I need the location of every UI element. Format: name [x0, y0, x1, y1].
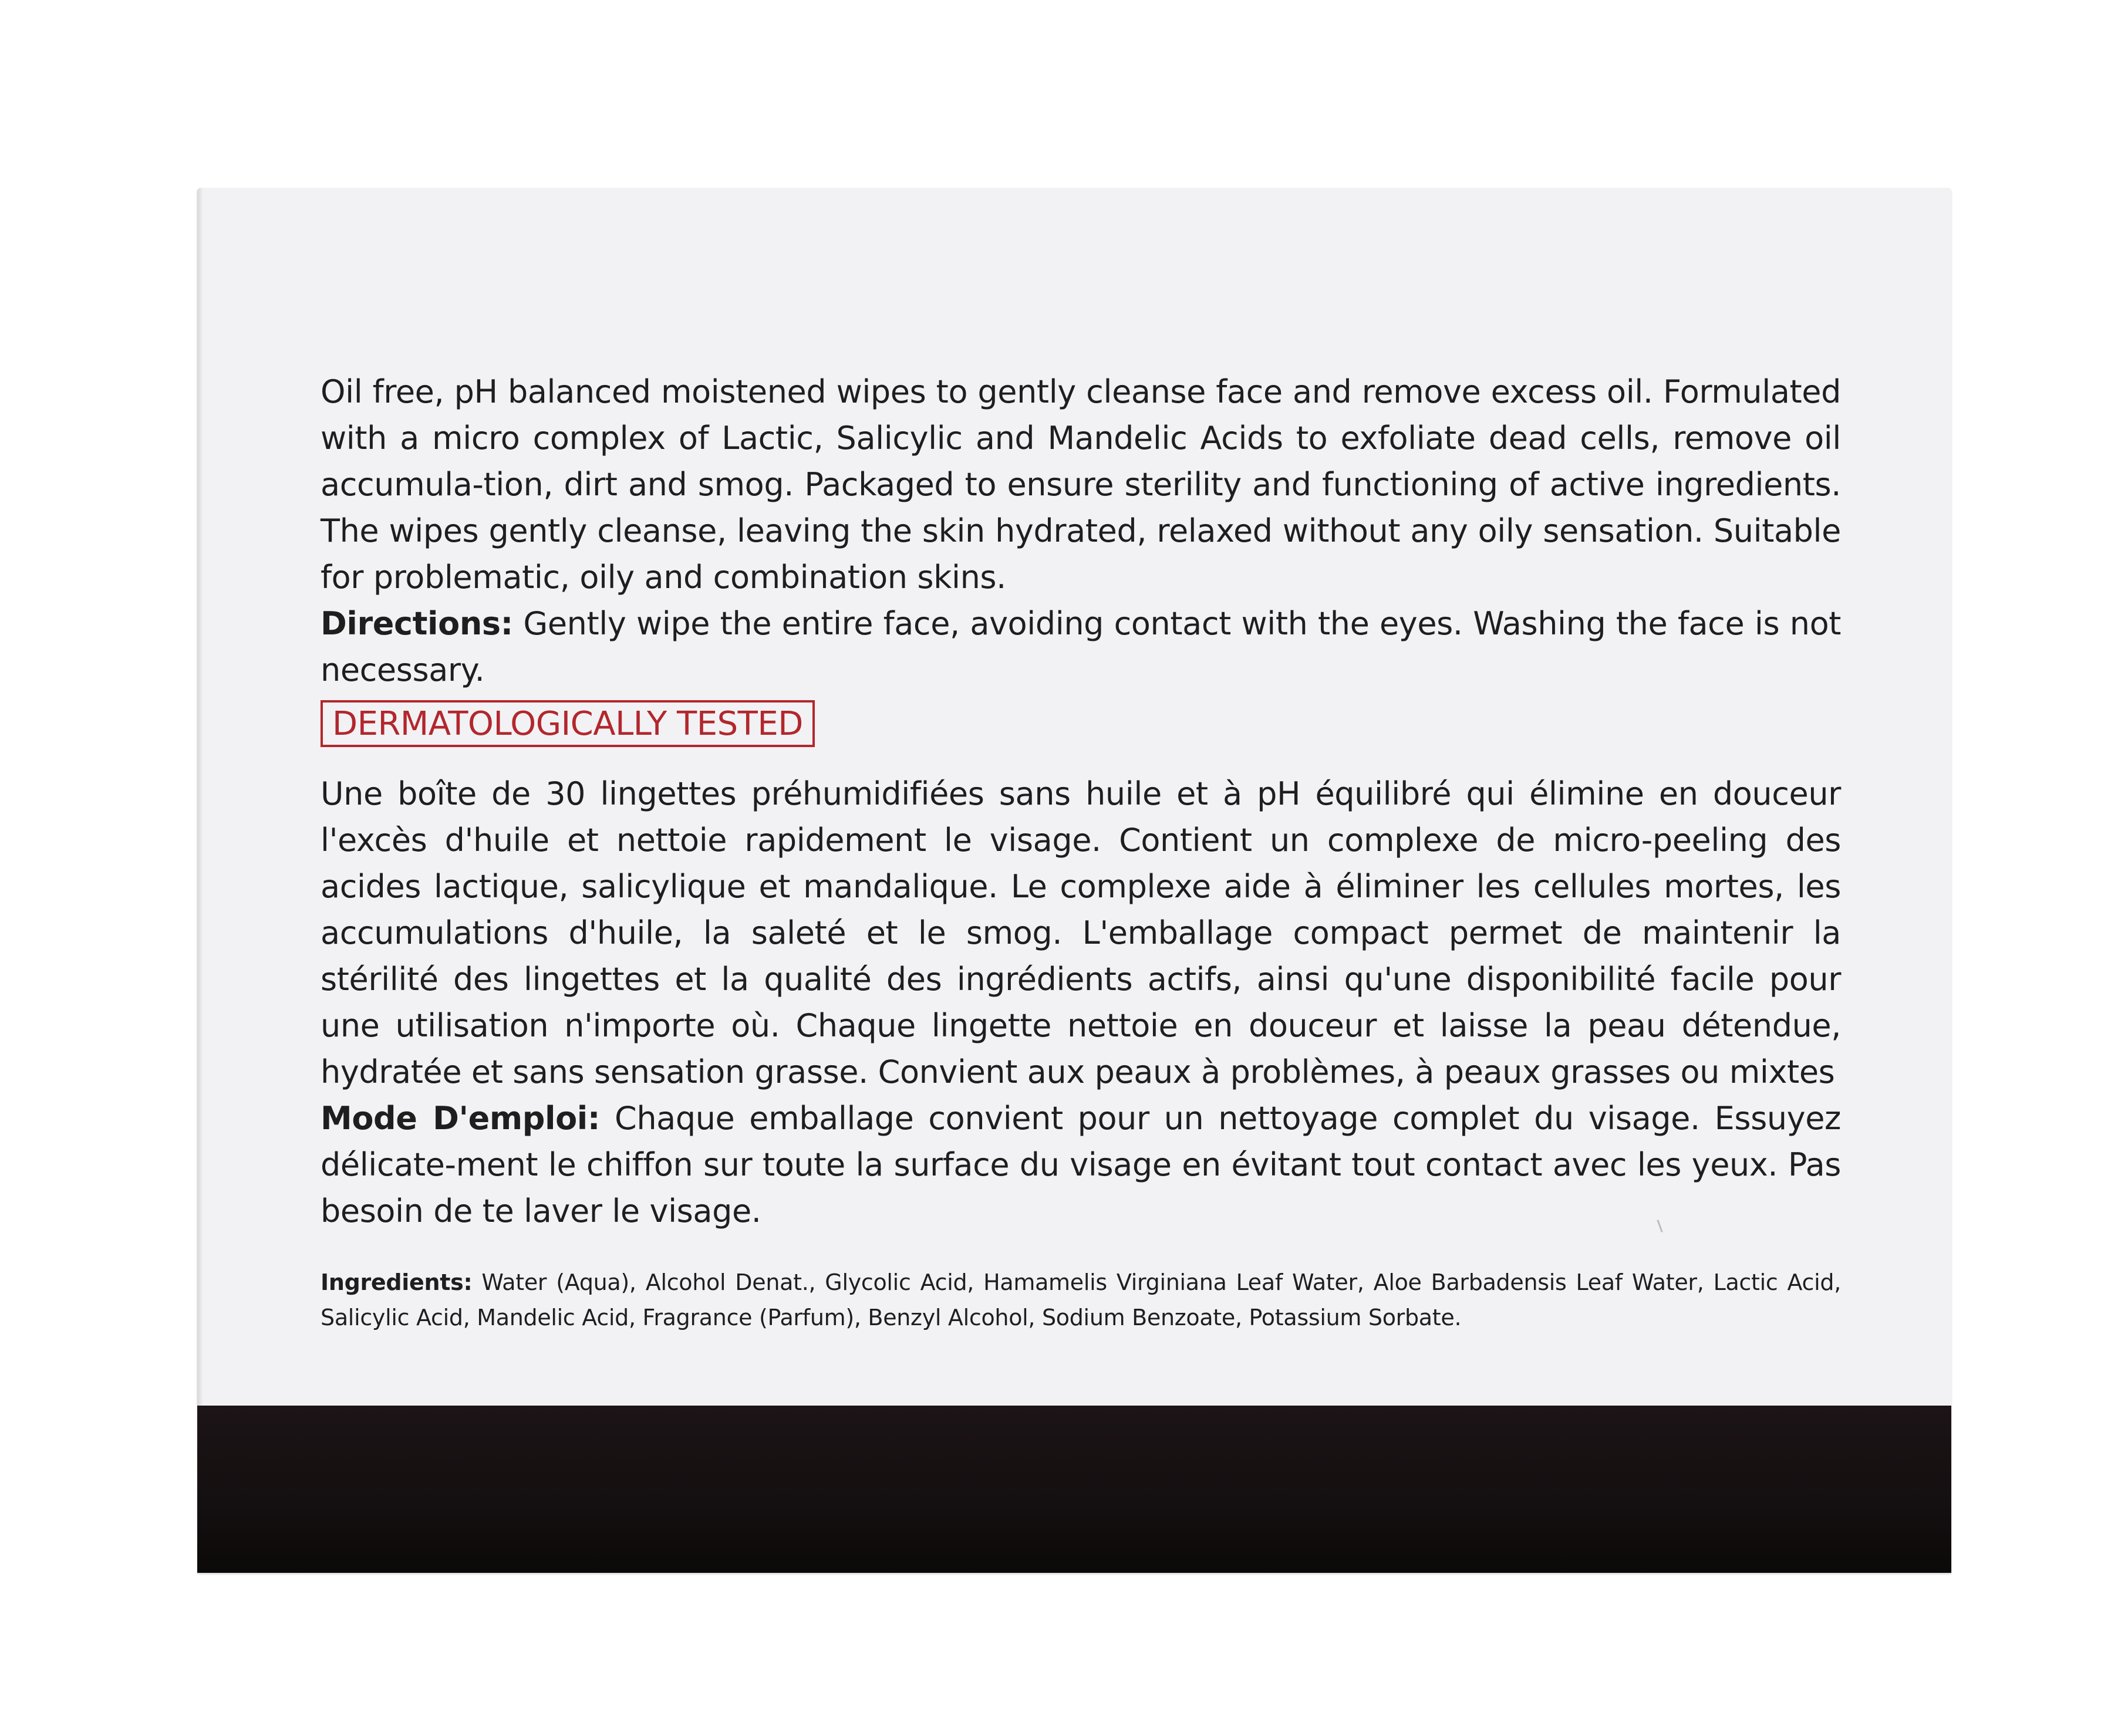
mode-emploi-text: Chaque emballage convient pour un nettoyage complet du visage. Essuyez délicate-ment le chiffon sur toute la surface du visage en évitant tout contact avec les yeux. Pas besoin de te laver le visage. — [321, 1100, 1841, 1230]
box-edge — [197, 188, 203, 1573]
ingredients-label: Ingredients: — [321, 1269, 473, 1295]
description-french: Une boîte de 30 lingettes préhumidifiées sans huile et à pH équilibré qui élimine en douceur l'excès d'huile et nettoie rapidement le visage. Contient un complexe de micro-peeling des acides lactique, salicylique et mandalique. Le complexe aide à éliminer les cellules mortes, les accumulations d'huile, la saleté et le smog. L'emballage compact permet de maintenir la stérilité des lingettes et la qualité des ingrédients actifs, ainsi qu'une disponibilité facile pour une utilisation n'importe où. Chaque lingette nettoie en douceur et laisse la peau détendue, hydratée et sans sensation grasse. Convient aux peaux à problèmes, à peaux grasses ou mixtes — [321, 775, 1841, 1090]
black-band — [197, 1406, 1951, 1573]
dermatologically-tested-badge: DERMATOLOGICALLY TESTED — [321, 700, 815, 747]
directions-english — [321, 600, 1841, 693]
mode-emploi-label: Mode D'emploi: — [321, 1100, 601, 1137]
description-english: Oil free, pH balanced moistened wipes to gently cleanse face and remove excess oil. Formulated with a micro complex of Lactic, Salicylic and Mandelic Acids to exfoliate dead cells, remove oil accumula-tion, dirt and smog. Packaged to ensure sterility and functioning of active ingredients. The wipes gently cleanse, leaving the skin hydrated, relaxed without any oily sensation. Suitable for problematic, oily and combination skins. — [321, 373, 1841, 596]
directions-french — [321, 1095, 1841, 1234]
label-text-block — [321, 369, 1841, 1357]
ingredients — [321, 1265, 1841, 1335]
ingredients-text: Water (Aqua), Alcohol Denat., Glycolic Acid, Hamamelis Virginiana Leaf Water, Aloe Barbadensis Leaf Water, Lactic Acid, Salicylic Acid, Mandelic Acid, Fragrance (Parfum), Benzyl Alcohol, Sodium Benzoate, Potassium Sorbate. — [321, 1269, 1841, 1330]
directions-label: Directions: — [321, 605, 513, 642]
directions-text: Gently wipe the entire face, avoiding contact with the eyes. Washing the face is not necessary. — [321, 605, 1842, 688]
